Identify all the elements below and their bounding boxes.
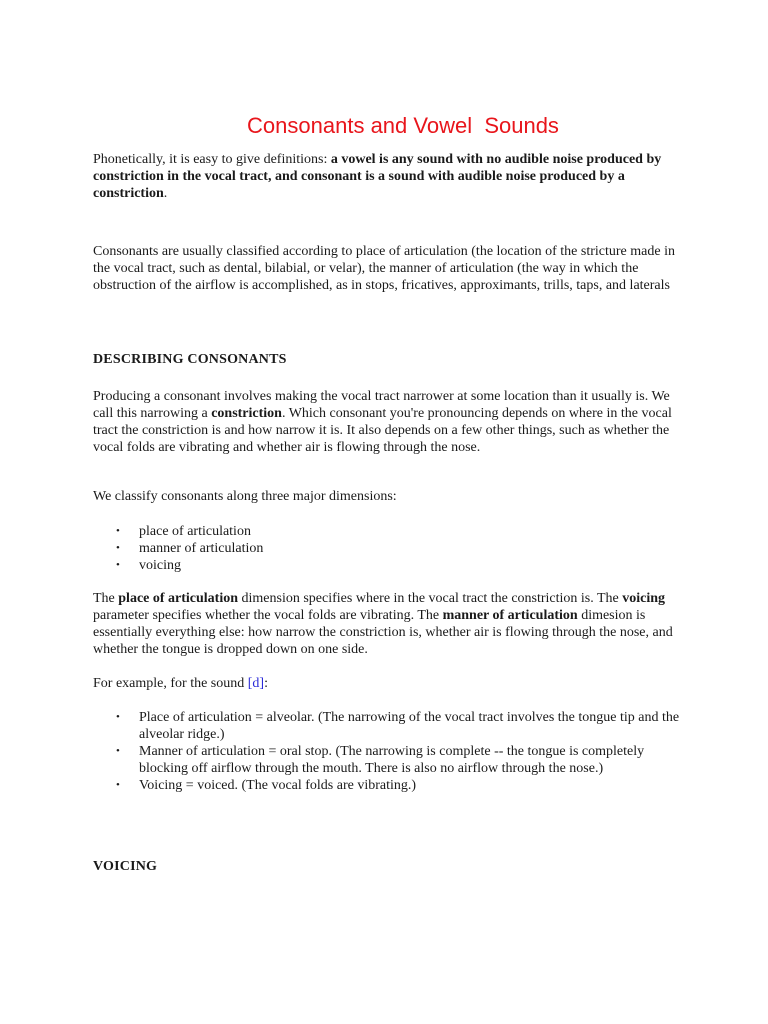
intro-bold-definition: a vowel is any sound with no audible noise produced by constriction in the vocal tract, and consonant is a sound with audible noise produced by a constriction [93, 152, 662, 201]
dimensions-list [93, 523, 683, 574]
bullet-icon: • [116, 745, 120, 757]
sound-d-link[interactable]: [d] [247, 676, 265, 691]
classification-paragraph: Consonants are usually classified according to place of articulation (the location of the stricture made in the vocal tract, such as dental, bilabial, or velar), the manner of articulation (the way in which the obstruction of the airflow is accomplished, as in stops, fricatives, approximants, trills, taps, and laterals [93, 244, 675, 293]
intro-period: . [163, 186, 168, 201]
list-item: • Place of articulation = alveolar. (The narrowing of the vocal tract involves the tongue tip and the alveolar ridge.) [116, 710, 680, 742]
intro-text: Phonetically, it is easy to give definitions: [93, 152, 331, 167]
bullet-icon: • [116, 542, 120, 554]
producing-bold-constriction: constriction [211, 406, 282, 421]
example-paragraph: For example, for the sound [d]: [93, 676, 268, 691]
example-list [93, 709, 683, 794]
intro-paragraph [93, 151, 683, 202]
heading-voicing: VOICING [93, 859, 158, 874]
bullet-icon: • [116, 779, 120, 791]
bullet-icon: • [116, 711, 120, 723]
bold-manner-of-articulation: manner of articulation [442, 608, 578, 623]
producing-paragraph [93, 388, 683, 456]
list-item: • place of articulation [116, 524, 251, 539]
dimension-paragraph: The place of articulation dimension specifies where in the vocal tract the constriction is. The voicing parameter specifies whether the vocal folds are vibrating. The manner of articulation dimesion is essentially everything else: how narrow the constriction is, whether air is flowing through the nose, and whether the tongue is dropped down on one side. [93, 591, 673, 657]
producing-text-end: . Which consonant you're pronouncing depends on where in the vocal tract the constriction is and how narrow it is. It also depends on a few other things, such as whether the vocal folds are vibrating and whether air is flowing through the nose. [93, 406, 672, 455]
bold-place-of-articulation: place of articulation [118, 591, 239, 606]
list-item: • Manner of articulation = oral stop. (The narrowing is complete -- the tongue is completely blocking off airflow through the mouth. There is also no airflow through the nose.) [116, 744, 645, 776]
bullet-icon: • [116, 559, 120, 571]
document-title: Consonants and Vowel Sounds [247, 113, 559, 138]
list-item: • manner of articulation [116, 541, 264, 556]
classify-intro-paragraph: We classify consonants along three major dimensions: [93, 489, 397, 504]
bullet-icon: • [116, 525, 120, 537]
list-item: • Voicing = voiced. (The vocal folds are vibrating.) [116, 778, 417, 793]
bold-voicing: voicing [622, 591, 666, 606]
heading-describing-consonants: DESCRIBING CONSONANTS [93, 352, 287, 367]
producing-text: Producing a consonant involves making the vocal tract narrower at some location than it usually is. We call this narrowing a [93, 389, 670, 421]
list-item: • voicing [116, 558, 181, 573]
